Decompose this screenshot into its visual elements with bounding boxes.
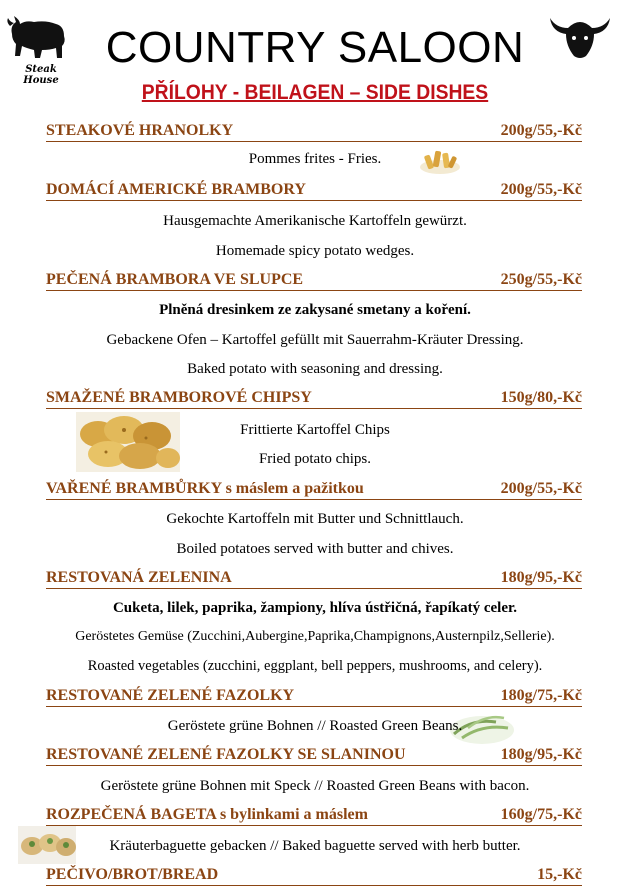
item-description: Geröstete grüne Bohnen // Roasted Green Beans. <box>167 718 463 734</box>
page-title: COUNTRY SALOON <box>105 23 525 72</box>
item-description: Baked potato with seasoning and dressing. <box>187 361 443 377</box>
item-description: Geröstetes Gemüse (Zucchini,Aubergine,Paprika,Champignons,Austernpilz,Sellerie). <box>75 629 555 644</box>
item-price: 180g/95,-Kč <box>500 746 582 763</box>
menu-item-heading <box>46 270 582 291</box>
menu-item-heading <box>46 121 582 142</box>
item-name: RESTOVANÁ ZELENINA <box>46 569 232 586</box>
item-name: RESTOVANÉ ZELENÉ FAZOLKY SE SLANINOU <box>46 746 406 763</box>
item-description: Gekochte Kartoffeln mit Butter und Schnittlauch. <box>166 511 464 527</box>
logo-caption: Steak House <box>23 64 59 86</box>
item-description: Gebackene Ofen – Kartoffel gefüllt mit Sauerrahm-Kräuter Dressing. <box>106 332 524 348</box>
item-price: 200g/55,-Kč <box>500 480 582 497</box>
item-description: Pommes frites - Fries. <box>248 151 382 167</box>
item-name: DOMÁCÍ AMERICKÉ BRAMBORY <box>46 181 306 198</box>
menu-item-heading <box>46 686 582 707</box>
item-name: SMAŽENÉ BRAMBOROVÉ CHIPSY <box>46 389 312 406</box>
menu-item-heading <box>46 805 582 826</box>
menu-item-heading <box>46 180 582 201</box>
item-price: 160g/75,-Kč <box>500 806 582 823</box>
item-price: 200g/55,-Kč <box>500 122 582 139</box>
subtitle-text: PŘÍLOHY - BEILAGEN – SIDE DISHES <box>141 81 489 104</box>
item-description: Hausgemachte Amerikanische Kartoffeln gewürzt. <box>163 213 467 229</box>
item-description: Frittierte Kartoffel Chips <box>240 422 390 438</box>
item-name: STEAKOVÉ HRANOLKY <box>46 122 234 139</box>
item-description: Fried potato chips. <box>258 451 372 467</box>
item-name: RESTOVANÉ ZELENÉ FAZOLKY <box>46 687 295 704</box>
item-name: PEČENÁ BRAMBORA VE SLUPCE <box>46 271 304 288</box>
fries-image <box>418 147 462 175</box>
item-price: 200g/55,-Kč <box>500 181 582 198</box>
item-description: Geröstete grüne Bohnen mit Speck // Roasted Green Beans with bacon. <box>100 778 530 794</box>
menu-item-heading <box>46 745 582 766</box>
page-subtitle <box>25 80 605 106</box>
item-description: Kräuterbaguette gebacken // Baked baguette served with herb butter. <box>109 838 521 854</box>
item-name: PEČIVO/BROT/BREAD <box>46 866 219 883</box>
menu-item-heading <box>46 865 582 886</box>
menu-item-heading <box>46 568 582 589</box>
item-price: 15,-Kč <box>537 866 582 883</box>
menu-item-heading <box>46 388 582 409</box>
item-description: Roasted vegetables (zucchini, eggplant, bell peppers, mushrooms, and celery). <box>87 658 543 674</box>
item-price: 180g/75,-Kč <box>500 687 582 704</box>
item-description: Cuketa, lilek, paprika, žampiony, hlíva ústřičná, řapíkatý celer. <box>112 600 518 616</box>
item-price: 250g/55,-Kč <box>500 271 582 288</box>
item-name: ROZPEČENÁ BAGETA s bylinkami a máslem <box>46 806 368 823</box>
item-price: 180g/95,-Kč <box>500 569 582 586</box>
item-description: Plněná dresinkem ze zakysané smetany a koření. <box>159 302 471 318</box>
item-name: VAŘENÉ BRAMBŮRKY s máslem a pažitkou <box>46 480 364 497</box>
item-price: 150g/80,-Kč <box>500 389 582 406</box>
menu-item-heading <box>46 479 582 500</box>
item-description: Boiled potatoes served with butter and chives. <box>176 541 454 557</box>
item-description: Homemade spicy potato wedges. <box>215 243 415 259</box>
